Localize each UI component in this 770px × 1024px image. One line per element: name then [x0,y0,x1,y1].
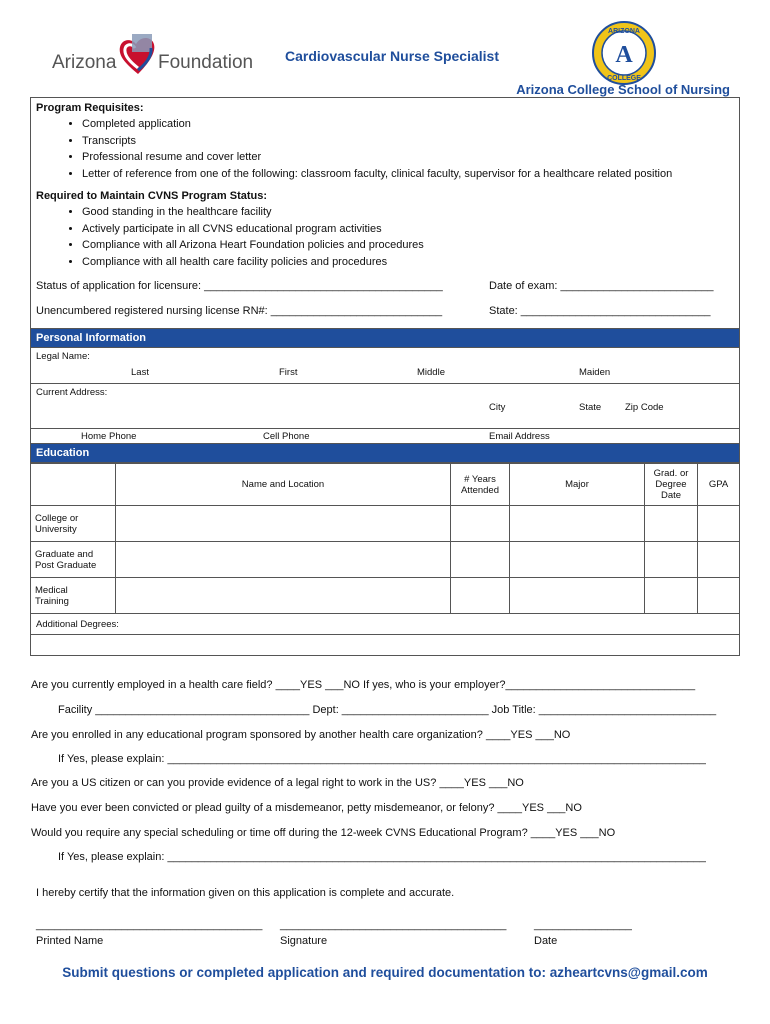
col-major-header: Major [510,464,645,506]
education-table [31,463,739,614]
row-label-line2: University [35,523,77,535]
table-cell[interactable] [645,542,698,578]
employer-details[interactable]: Facility ___________________________________ Dept: ________________________ Job Title: _____________________________ [58,704,717,716]
education-bar: Education [31,443,739,463]
employed-question[interactable]: Are you currently employed in a health care field? ____YES ___NO If yes, who is your employer?_______________________________ [31,679,696,691]
seal-top-text: ARIZONA [608,28,640,35]
table-cell[interactable] [116,542,451,578]
row-label-line2: Post Graduate [35,559,97,571]
middle-name-label: Middle [417,367,445,378]
printed-name-line[interactable]: _____________________________________ [36,919,263,931]
date-label: Date [534,935,558,947]
col-years-line1: # Years [464,473,496,485]
signature-label: Signature [280,935,328,947]
address-label: Current Address: [36,387,108,398]
table-cell[interactable] [698,542,740,578]
additional-degrees-entry[interactable] [31,635,739,655]
requisites-list [36,116,734,182]
home-phone-label: Home Phone [81,431,137,442]
table-cell[interactable] [645,506,698,542]
row-label [31,506,116,542]
additional-degrees-label: Additional Degrees: [36,619,119,630]
col-name-header: Name and Location [116,464,451,506]
certify-statement: I hereby certify that the information given on this application is complete and accurate. [36,887,455,899]
enrolled-explain[interactable]: If Yes, please explain: ________________________________________________________________________________________ [58,753,706,765]
form-title: Cardiovascular Nurse Specialist [285,48,499,64]
col-grad-line3: Date [660,490,682,501]
list-item: • Transcripts [82,133,734,150]
city-label: City [489,402,506,413]
logo-text-right: Foundation [158,52,254,73]
personal-info-bar: Personal Information [31,328,739,348]
zip-label: Zip Code [625,402,664,413]
list-item: • Compliance with all Arizona Heart Foundation policies and procedures [82,237,734,254]
row-label-line1: College or [35,512,79,524]
state-field[interactable]: State: _______________________________ [489,305,711,317]
row-label-line1: Graduate and [35,548,94,560]
row-label-line2: Training [35,595,69,607]
maintain-heading: Required to Maintain CVNS Program Status: [36,190,268,202]
exam-date-field[interactable]: Date of exam: _________________________ [489,280,714,292]
last-name-label: Last [131,367,149,378]
row-label-line1: Medical [35,584,68,596]
printed-name-label: Printed Name [36,935,104,947]
first-name-label: First [279,367,298,378]
submit-instructions: Submit questions or completed application and required documentation to: azheartcvns@gmail.com [62,965,708,980]
table-cell[interactable] [116,506,451,542]
legal-name-label: Legal Name: [36,351,90,362]
table-cell[interactable] [645,578,698,614]
signature-line[interactable]: _____________________________________ [280,919,507,931]
foundation-logo [52,30,252,80]
list-item: • Professional resume and cover letter [82,149,734,166]
col-years-header [451,464,510,506]
license-row [36,303,734,328]
list-item: • Letter of reference from one of the following: classroom faculty, clinical faculty, supervisor for a healthcare related position [82,166,734,183]
license-number-field[interactable]: Unencumbered registered nursing license RN#: ____________________________ [36,305,443,317]
additional-degrees-row[interactable] [31,614,739,635]
maiden-name-label: Maiden [579,367,611,378]
table-cell[interactable] [451,578,510,614]
requisites-heading: Program Requisites: [36,102,144,114]
cell-phone-label: Cell Phone [263,431,310,442]
col-years-line2: Attended [460,484,500,496]
licensure-row [36,278,734,303]
heart-logo-icon [116,34,160,78]
table-cell[interactable] [116,578,451,614]
enrolled-question[interactable]: Are you enrolled in any educational program sponsored by another health care organization? ____YES ___NO [31,729,571,741]
col-gpa-header: GPA [698,464,740,506]
conviction-question[interactable]: Have you ever been convicted or plead guilty of a misdemeanor, petty misdemeanor, or felony? ____YES ___NO [31,802,582,814]
seal-letter: A [615,42,633,68]
col-grad-line1: Grad. or [653,468,689,479]
scheduling-explain[interactable]: If Yes, please explain: ________________________________________________________________________________________ [58,851,706,863]
table-cell [31,464,116,506]
logo-text-left: Arizona [52,52,117,73]
table-cell[interactable] [510,506,645,542]
phone-row[interactable] [31,429,739,443]
table-row [31,578,739,614]
row-label [31,542,116,578]
table-cell[interactable] [451,542,510,578]
table-cell[interactable] [510,542,645,578]
college-seal-icon [591,20,657,86]
citizen-question[interactable]: Are you a US citizen or can you provide evidence of a legal right to work in the US? ____YES ___NO [31,777,524,789]
table-cell[interactable] [451,506,510,542]
table-row [31,506,739,542]
list-item: • Actively participate in all CVNS educational program activities [82,221,734,238]
licensure-field[interactable]: Status of application for licensure: _______________________________________ [36,280,443,292]
table-cell[interactable] [510,578,645,614]
list-item: • Completed application [82,116,734,133]
row-label [31,578,116,614]
date-line[interactable]: ________________ [534,919,632,931]
state-label: State [579,402,602,413]
seal-bottom-text: COLLEGE [607,75,641,82]
list-item: • Compliance with all health care facility policies and procedures [82,254,734,271]
list-item: • Good standing in the healthcare facility [82,204,734,221]
requisites-section [31,98,739,328]
table-header-row [31,464,739,506]
college-name: Arizona College School of Nursing [516,82,730,97]
scheduling-question[interactable]: Would you require any special scheduling or time off during the 12-week CVNS Educational Program? ____YES ___NO [31,827,616,839]
address-row[interactable] [31,384,739,429]
legal-name-row[interactable] [31,348,739,384]
email-label: Email Address [489,431,550,442]
maintain-list [36,204,734,270]
table-row [31,542,739,578]
table-cell[interactable] [698,578,740,614]
col-grad-line2: Degree [655,479,687,490]
table-cell[interactable] [698,506,740,542]
application-form [30,97,740,656]
col-grad-header [645,464,698,506]
